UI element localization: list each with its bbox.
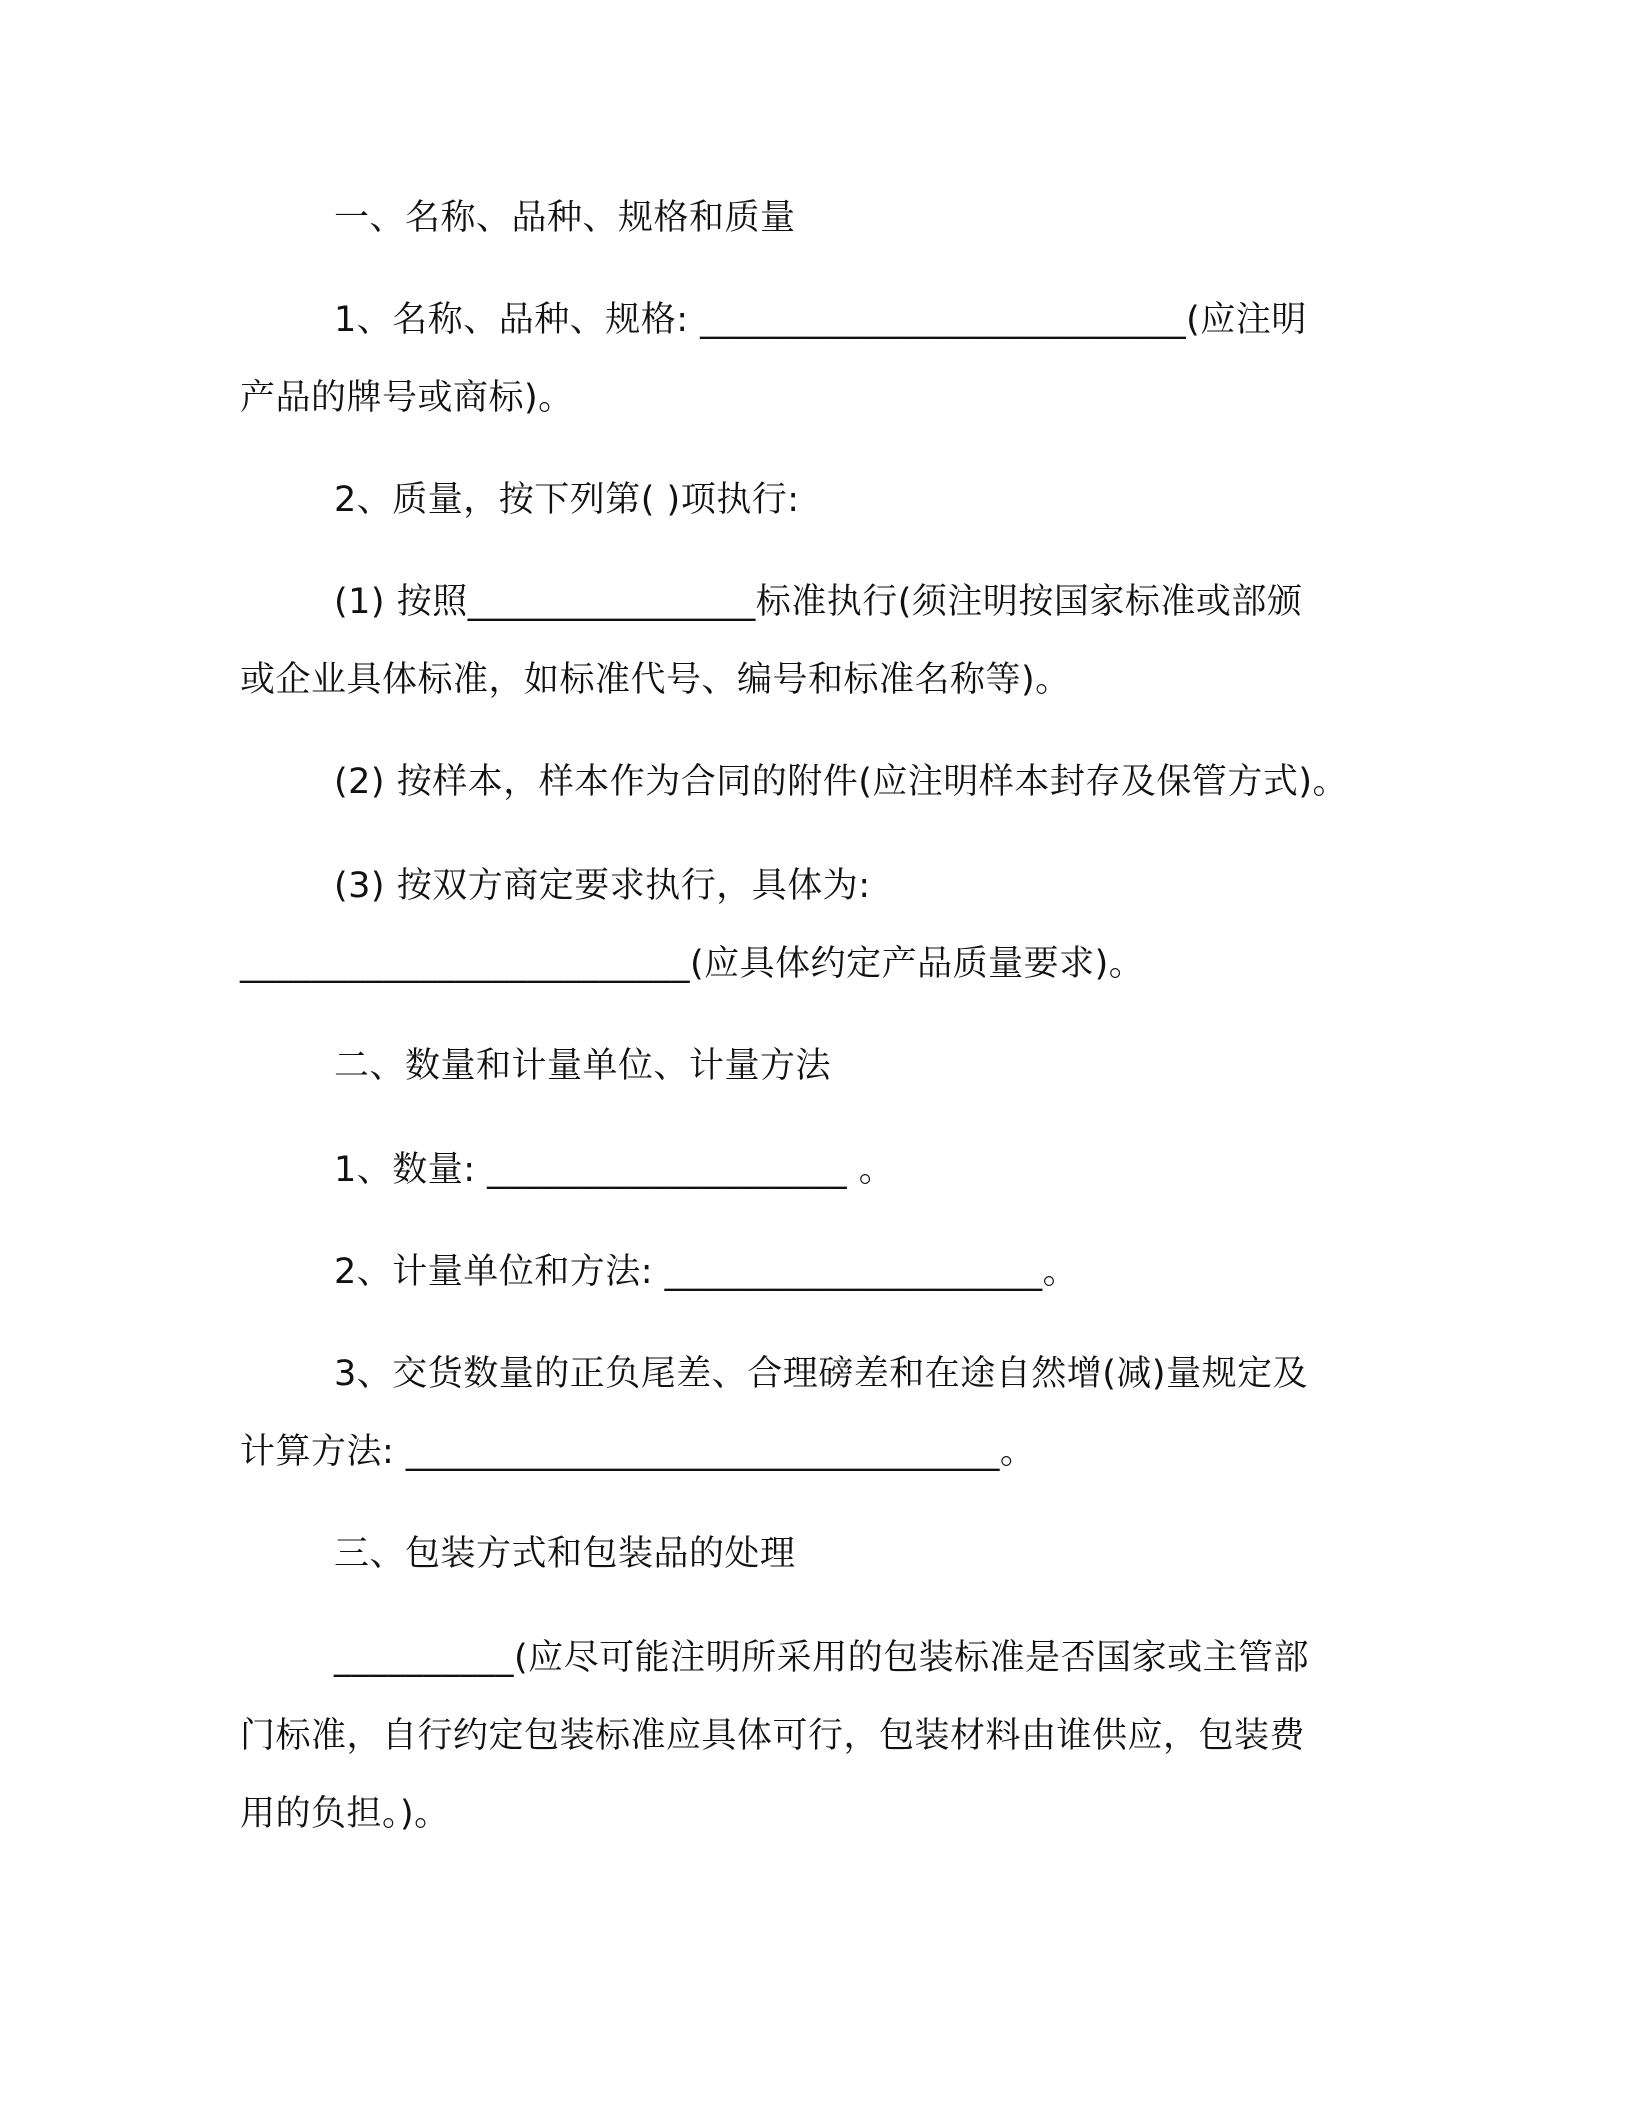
clause-1-2-1-line-1: (1) 按照________________标准执行(须注明按国家标准或部颁: [334, 582, 1303, 622]
clause-3-line-3: 用的负担。)。: [240, 1794, 450, 1834]
clause-3-line-2: 门标准，自行约定包装标准应具体可行，包装材料由谁供应，包装费: [240, 1716, 1306, 1756]
clause-1-2-1-line-2: 或企业具体标准，如标准代号、编号和标准名称等)。: [240, 660, 1071, 700]
section-heading-3: 三、包装方式和包装品的处理: [334, 1534, 796, 1574]
clause-1-2: 2、质量，按下列第( )项执行:: [334, 480, 800, 520]
clause-2-3-line-1: 3、交货数量的正负尾差、合理磅差和在途自然增(减)量规定及: [334, 1354, 1309, 1394]
clause-1-1-line-2: 产品的牌号或商标)。: [240, 378, 574, 418]
clause-3-line-1: __________(应尽可能注明所采用的包装标准是否国家或主管部: [334, 1638, 1310, 1678]
clause-2-3-line-2: 计算方法: _________________________________。: [240, 1432, 1036, 1472]
clause-1-1-line-1: 1、名称、品种、规格: ___________________________(应注明: [334, 300, 1307, 340]
clause-1-2-2: (2) 按样本，样本作为合同的附件(应注明样本封存及保管方式)。: [334, 762, 1349, 802]
section-heading-1: 一、名称、品种、规格和质量: [334, 198, 796, 238]
clause-2-1: 1、数量: ____________________ 。: [334, 1150, 895, 1190]
clause-1-2-3-line-2: _________________________(应具体约定产品质量要求)。: [240, 944, 1145, 984]
clause-1-2-3-line-1: (3) 按双方商定要求执行，具体为:: [334, 866, 871, 906]
clause-2-2: 2、计量单位和方法: _____________________。: [334, 1252, 1079, 1292]
section-heading-2: 二、数量和计量单位、计量方法: [334, 1046, 832, 1086]
